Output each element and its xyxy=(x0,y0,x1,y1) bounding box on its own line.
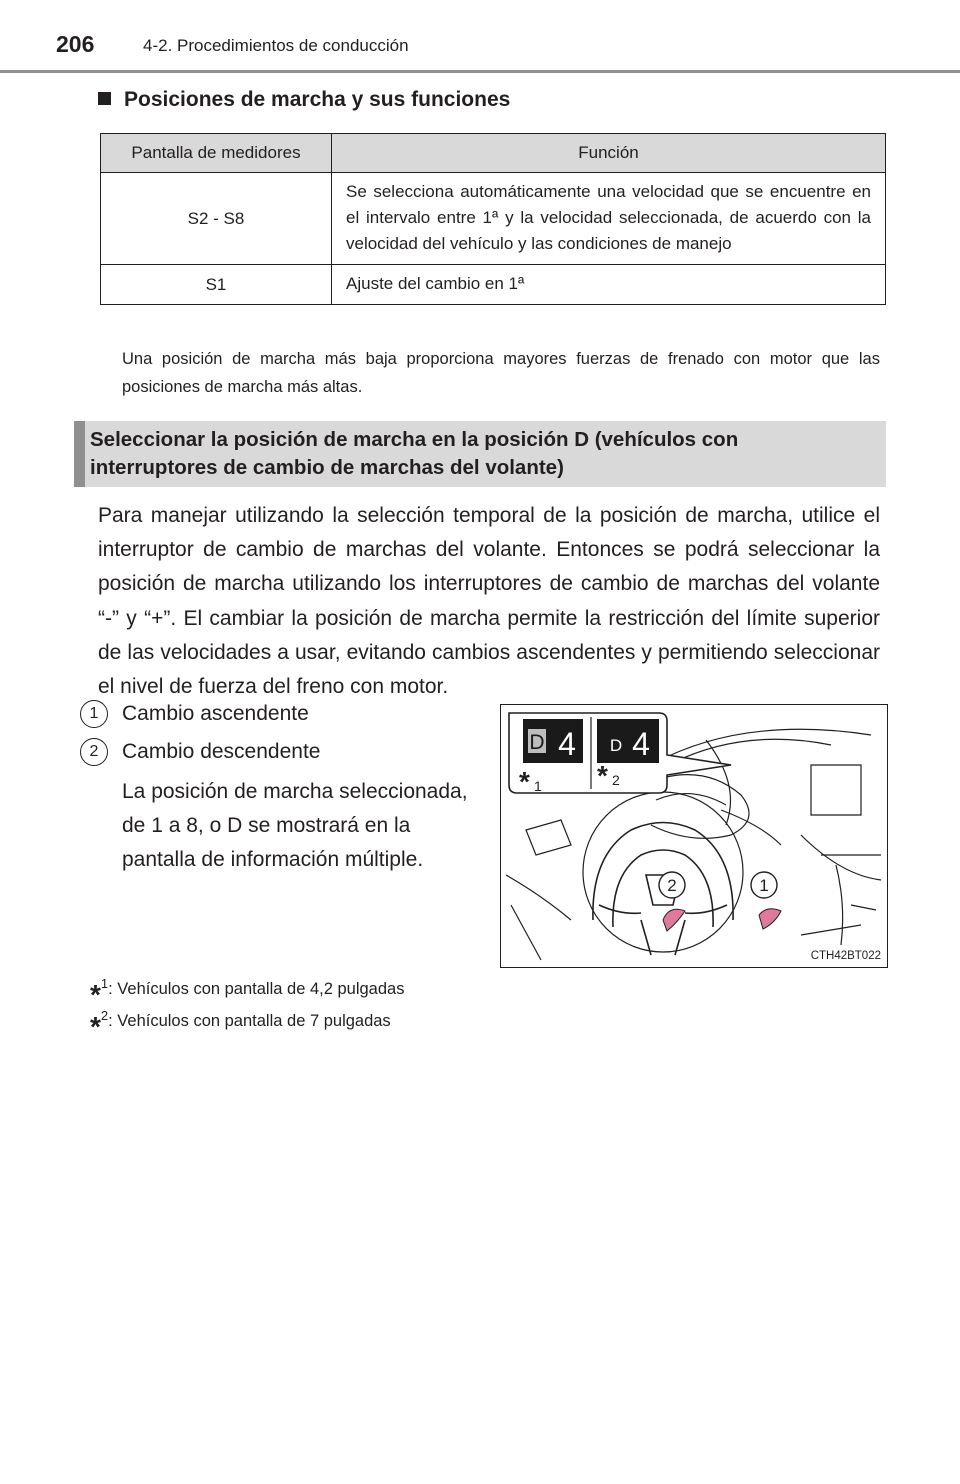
column-header-function: Función xyxy=(332,134,886,173)
asterisk-icon: * xyxy=(90,1011,101,1042)
step-number-1: 1 xyxy=(80,700,108,728)
square-bullet-icon xyxy=(98,92,111,105)
step-number-2: 2 xyxy=(80,738,108,766)
asterisk-icon: * xyxy=(519,766,530,797)
note-marker-2: 2 xyxy=(612,772,620,788)
table-header-row xyxy=(101,134,886,173)
header-rule xyxy=(0,70,960,73)
right-paddle-shape xyxy=(759,909,781,929)
note-marker-1: 1 xyxy=(534,778,542,794)
table-cell-function: Ajuste del cambio en 1ª xyxy=(332,265,886,305)
gear-functions-table xyxy=(100,133,886,305)
steering-wheel-illustration xyxy=(500,704,888,968)
step-label: Cambio descendente xyxy=(122,740,321,763)
asterisk-icon: * xyxy=(597,760,608,791)
asterisk-icon: * xyxy=(90,979,101,1010)
callout-label-2: 2 xyxy=(667,876,677,895)
subheading-text: Posiciones de marcha y sus funciones xyxy=(124,88,511,111)
column-header-display: Pantalla de medidores xyxy=(101,134,332,173)
step-item xyxy=(80,738,320,766)
figure-code: CTH42BT022 xyxy=(810,950,881,962)
banner-accent-bar xyxy=(74,421,85,487)
display-right-number: 4 xyxy=(632,726,650,762)
table-cell-display: S2 - S8 xyxy=(101,173,332,265)
table-row xyxy=(101,265,886,305)
footnote-text: : Vehículos con pantalla de 7 pulgadas xyxy=(108,1012,391,1030)
footnote-text: : Vehículos con pantalla de 4,2 pulgadas xyxy=(108,980,405,998)
display-left-number: 4 xyxy=(558,726,576,762)
display-info-text: La posición de marcha seleccionada, de 1 a 8, o D se mostrará en la pantalla de información múltiple. xyxy=(122,780,468,871)
section-title: Seleccionar la posición de marcha en la posición D (vehículos con interruptores de cambio de marchas del volante) xyxy=(90,428,739,479)
footnote xyxy=(90,976,404,1011)
section-header: 4-2. Procedimientos de conducción xyxy=(143,36,409,55)
display-left-letter: D xyxy=(529,731,545,754)
callout-label-1: 1 xyxy=(759,876,769,895)
table-row xyxy=(101,173,886,265)
note-text: Una posición de marcha más baja proporciona mayores fuerzas de frenado con motor que las posiciones de marcha más altas. xyxy=(122,350,880,396)
page-number: 206 xyxy=(56,31,95,57)
table-cell-display: S1 xyxy=(101,265,332,305)
subheading xyxy=(98,88,510,112)
body-paragraph: Para manejar utilizando la selección temporal de la posición de marcha, utilice el interruptor de cambio de marchas del volante. Entonces se podrá seleccionar la posición de marcha utilizando los interruptores de cambio de marchas del volante “-” y “+”. El cambiar la posición de marcha permite la restricción del límite superior de las velocidades a usar, evitando cambios ascendentes y permitiendo seleccionar el nivel de fuerza del freno con motor. xyxy=(98,504,880,699)
illustration-drawing xyxy=(501,705,887,967)
step-item xyxy=(80,700,309,728)
display-right-letter: D xyxy=(609,736,623,755)
footnote xyxy=(90,1008,391,1043)
footnote-mark: 1 xyxy=(100,976,109,991)
table-cell-function: Se selecciona automáticamente una velocidad que se encuentre en el intervalo entre 1ª y la velocidad seleccionada, de acuerdo con la velocidad del vehículo y las condiciones de manejo xyxy=(332,173,886,265)
footnote-mark: 2 xyxy=(100,1008,109,1023)
section-banner xyxy=(74,421,886,487)
left-paddle-shape xyxy=(663,909,685,931)
step-label: Cambio ascendente xyxy=(122,702,309,725)
